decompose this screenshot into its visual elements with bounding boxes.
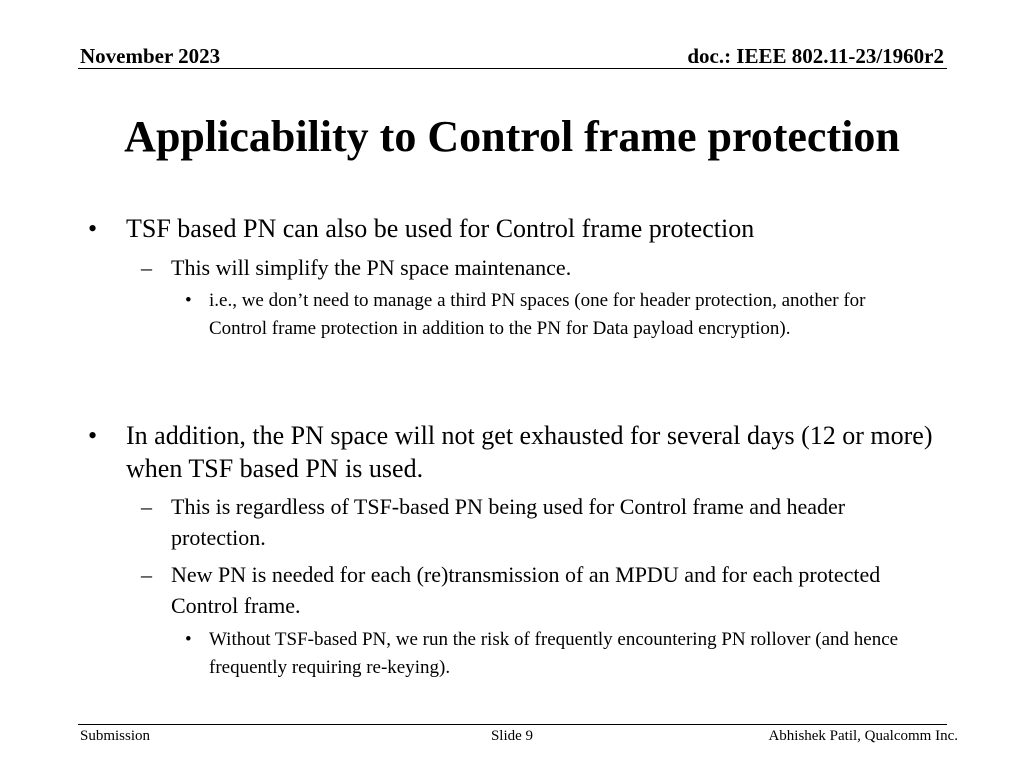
sub-sub-bullet-text: i.e., we don’t need to manage a third PN spaces (one for header protection, another for Control frame protection in addition to the PN for Data payload encryption).	[209, 290, 866, 339]
sub-bullet-item	[141, 559, 921, 621]
footer-submission: Submission	[80, 728, 151, 744]
bullet-text: TSF based PN can also be used for Control frame protection	[126, 214, 755, 243]
bullet-marker: •	[88, 421, 98, 450]
sub-sub-bullet-item	[185, 287, 914, 343]
bullet-item	[88, 419, 946, 485]
sub-sub-bullet-marker: •	[185, 290, 192, 311]
sub-bullet-marker: –	[141, 255, 152, 280]
sub-bullet-marker: –	[141, 562, 152, 587]
sub-bullet-item	[141, 252, 951, 283]
bullet-item	[88, 212, 966, 245]
bullet-text: In addition, the PN space will not get exhausted for several days (12 or more) when TSF based PN is used.	[126, 421, 933, 483]
header-date: November 2023	[80, 44, 221, 68]
sub-sub-bullet-marker: •	[185, 629, 192, 650]
header-divider	[78, 68, 947, 69]
footer-slide-number: Slide 9	[490, 728, 534, 744]
slide-title: Applicability to Control frame protection	[124, 112, 900, 161]
sub-sub-bullet-text: Without TSF-based PN, we run the risk of frequently encountering PN rollover (and hence frequently requiring re-keying).	[209, 629, 899, 678]
sub-bullet-text: This is regardless of TSF-based PN being used for Control frame and header protection.	[171, 494, 846, 550]
header-doc-id: doc.: IEEE 802.11-23/1960r2	[687, 44, 944, 68]
bullet-marker: •	[88, 214, 98, 243]
sub-bullet-marker: –	[141, 494, 152, 519]
footer-divider	[78, 724, 947, 725]
sub-bullet-text: This will simplify the PN space maintenance.	[171, 255, 572, 280]
sub-sub-bullet-item	[185, 626, 949, 682]
footer-author: Abhishek Patil, Qualcomm Inc.	[768, 728, 958, 744]
sub-bullet-item	[141, 491, 906, 553]
sub-bullet-text: New PN is needed for each (re)transmission of an MPDU and for each protected Control frame.	[171, 562, 881, 618]
